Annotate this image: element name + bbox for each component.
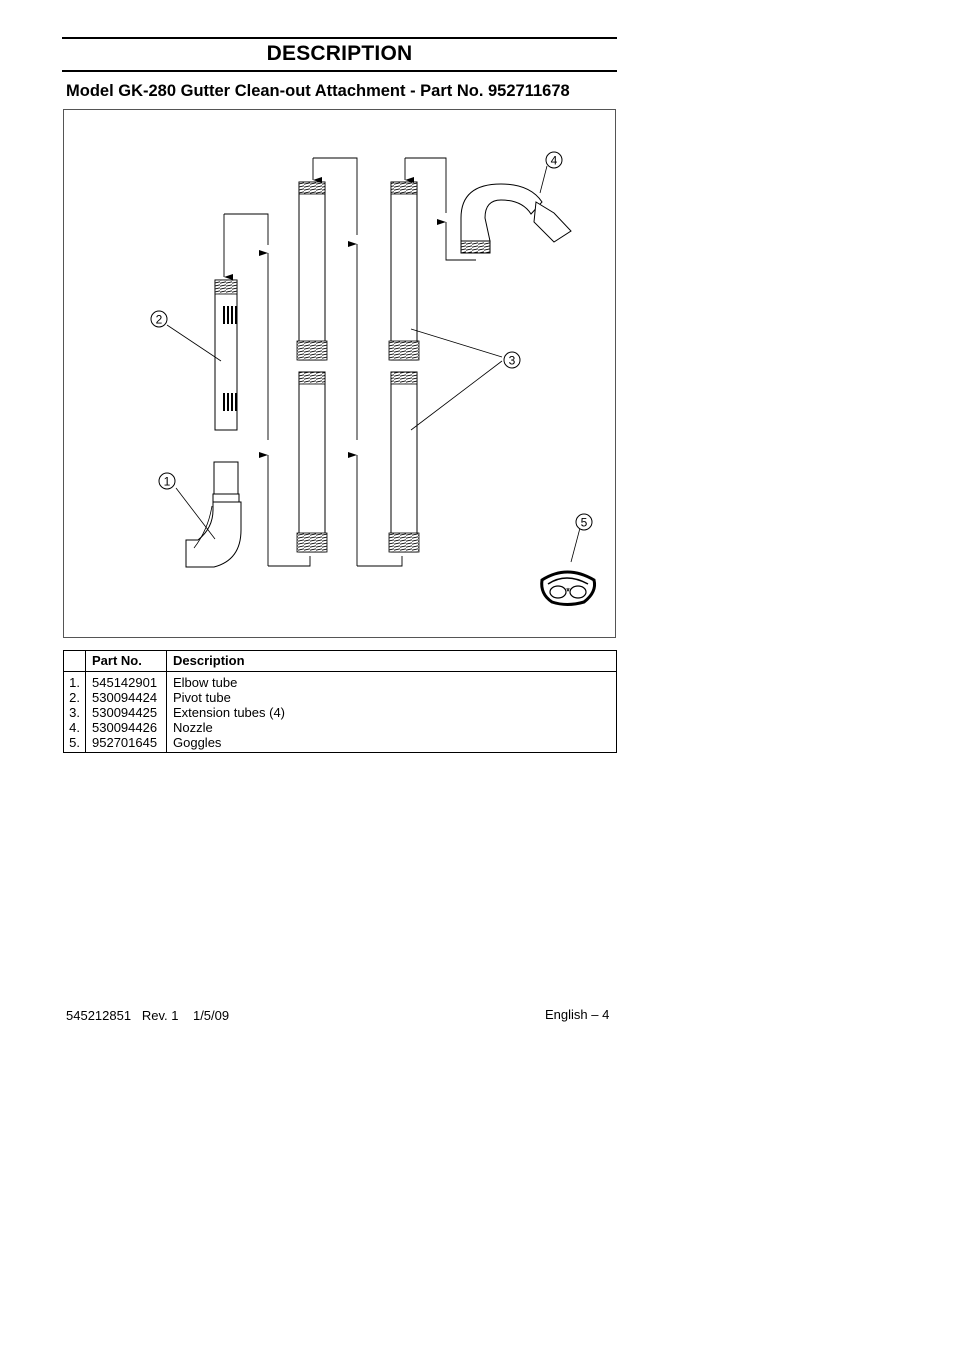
part-number: 530094425: [86, 705, 167, 720]
svg-text:4: 4: [550, 153, 558, 168]
part-number: 530094426: [86, 720, 167, 735]
column-header-part-no: Part No.: [86, 651, 167, 672]
svg-text:1: 1: [163, 474, 171, 489]
pivot-tube: [215, 280, 237, 430]
table-row: [64, 672, 617, 691]
extension-tube-2: [297, 372, 327, 552]
assembly-diagram: [64, 110, 617, 639]
part-number: 530094424: [86, 690, 167, 705]
table-row: [64, 690, 617, 705]
part-number: 545142901: [86, 672, 167, 691]
top-rule: [62, 37, 617, 39]
parts-illustration: [63, 109, 616, 638]
row-number: 5.: [64, 735, 86, 753]
model-title: Model GK-280 Gutter Clean-out Attachment - Part No. 952711678: [66, 82, 570, 100]
table-header-row: [64, 651, 617, 672]
callout-3: [504, 352, 520, 368]
svg-text:2: 2: [155, 312, 163, 327]
part-number: 952701645: [86, 735, 167, 753]
table-row: [64, 705, 617, 720]
part-description: Nozzle: [167, 720, 617, 735]
extension-tube-1: [297, 182, 327, 360]
nozzle: [461, 184, 571, 253]
column-header-description: Description: [167, 651, 617, 672]
row-number: 3.: [64, 705, 86, 720]
part-description: Goggles: [167, 735, 617, 753]
table-row: [64, 720, 617, 735]
footer-page-number: English – 4: [545, 1007, 610, 1022]
table-row: [64, 735, 617, 753]
footer-document-info: 545212851 Rev. 1 1/5/09: [66, 1008, 230, 1023]
part-description: Elbow tube: [167, 672, 617, 691]
row-number: 1.: [64, 672, 86, 691]
section-title: DESCRIPTION: [266, 42, 413, 65]
callout-4: [546, 152, 562, 168]
title-underline: [62, 70, 617, 72]
extension-tube-3: [389, 182, 419, 360]
callout-2: [151, 311, 167, 327]
row-number: 4.: [64, 720, 86, 735]
part-description: Extension tubes (4): [167, 705, 617, 720]
svg-text:5: 5: [580, 515, 588, 530]
callout-5: [576, 514, 592, 530]
goggles: [542, 572, 595, 605]
elbow-tube: [186, 462, 241, 567]
extension-tube-4: [389, 372, 419, 552]
svg-text:3: 3: [508, 353, 516, 368]
assembly-arrows: [224, 158, 476, 566]
callout-1: [159, 473, 175, 489]
column-header-number: [64, 651, 86, 672]
part-description: Pivot tube: [167, 690, 617, 705]
row-number: 2.: [64, 690, 86, 705]
parts-table: [63, 650, 617, 753]
